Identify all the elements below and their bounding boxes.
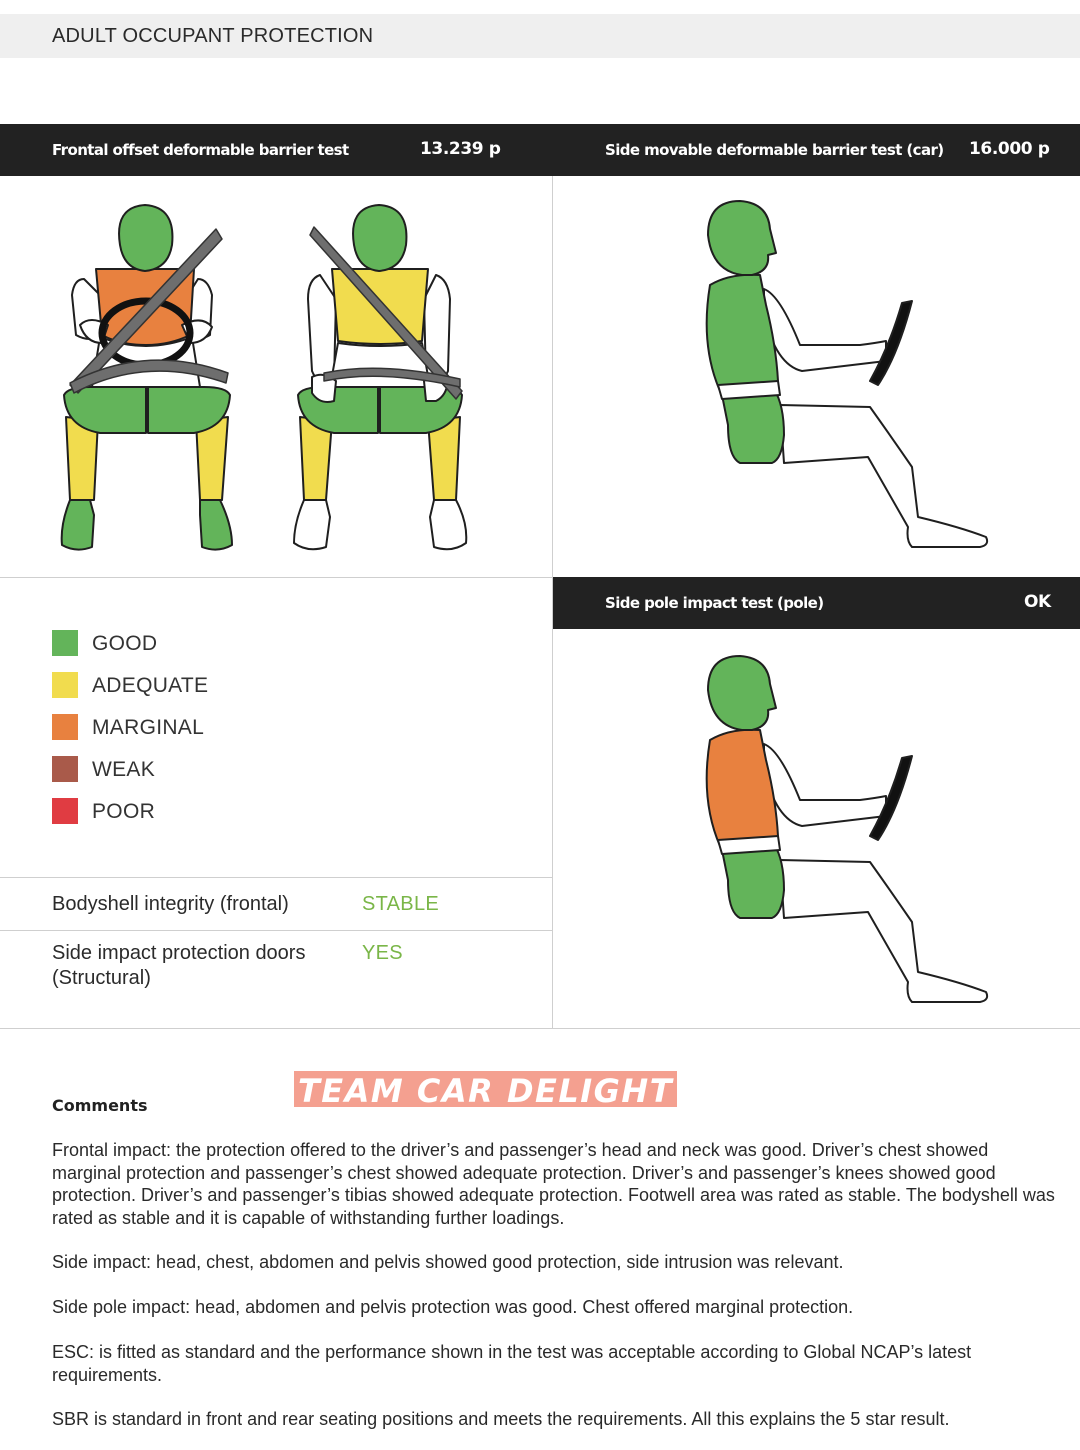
section-title: ADULT OCCUPANT PROTECTION — [52, 25, 374, 47]
passenger-head — [353, 205, 406, 271]
pole-head — [708, 656, 776, 730]
legend-swatch-adequate — [52, 672, 78, 698]
side-barrier-dummy — [690, 195, 1010, 560]
legend-label-weak: WEAK — [92, 758, 156, 781]
comment-esc: ESC: is fitted as standard and the performance shown in the test was acceptable according to Global NCAP’s latest requirements. — [52, 1342, 972, 1385]
driver-head — [119, 205, 172, 271]
frontal-test-label: Frontal offset deformable barrier test — [52, 141, 349, 159]
legend-swatch-good — [52, 630, 78, 656]
passenger-left-foot — [294, 500, 330, 549]
pole-test-header — [553, 577, 1080, 629]
pole-pelvis — [722, 844, 784, 918]
frontal-test-header — [0, 124, 553, 176]
side-test-label: Side movable deformable barrier test (car) — [605, 141, 944, 159]
driver-left-foot — [62, 500, 94, 550]
side-head — [708, 201, 776, 275]
driver-pelvis — [64, 387, 230, 433]
passenger-right-foot — [430, 500, 466, 549]
legend-swatch-marginal — [52, 714, 78, 740]
side-impact-doors-value: YES — [362, 942, 403, 964]
legend-swatch-poor — [52, 798, 78, 824]
bodyshell-integrity-label: Bodyshell integrity (frontal) — [52, 893, 289, 915]
side-test-score: 16.000 p — [969, 139, 1050, 159]
comment-frontal-impact: Frontal impact: the protection offered to the driver’s and passenger’s head and neck was good. Driver’s chest showed marginal protection and passenger’s chest showed adequate protection. Driver’s and passenger’s knees showed good protection. Driver’s and passenger’s tibias showed adequate protection. Footwell area was rated as stable. The bodyshell was rated as stable and it is capable of withstanding further loadings. — [52, 1140, 1055, 1228]
pole-test-label: Side pole impact test (pole) — [605, 594, 824, 612]
pole-test-result: OK — [1024, 592, 1051, 612]
legend-label-marginal: MARGINAL — [92, 716, 205, 739]
frontal-test-score: 13.239 p — [420, 139, 501, 159]
legend-label-good: GOOD — [92, 632, 158, 655]
bodyshell-integrity-value: STABLE — [362, 893, 440, 915]
comment-sbr: SBR is standard in front and rear seating positions and meets the requirements. All this explains the 5 star result. — [52, 1409, 950, 1429]
comment-side-pole-impact: Side pole impact: head, abdomen and pelvis protection was good. Chest offered marginal protection. — [52, 1297, 854, 1317]
grid-divider-legend — [0, 877, 553, 878]
pole-impact-dummy — [690, 650, 1010, 1015]
comment-side-impact: Side impact: head, chest, abdomen and pelvis showed good protection, side intrusion was relevant. — [52, 1252, 844, 1272]
frontal-passenger-dummy — [290, 195, 480, 560]
legend-label-poor: POOR — [92, 800, 156, 823]
frontal-driver-dummy — [50, 195, 250, 560]
watermark-text: TEAM CAR DELIGHT — [297, 1072, 674, 1110]
grid-divider-frontal — [0, 577, 553, 578]
legend-label-adequate: ADEQUATE — [92, 674, 209, 697]
grid-divider-bottom — [0, 1028, 1080, 1029]
comments-title: Comments — [52, 1096, 148, 1115]
grid-divider-vertical — [552, 176, 553, 1029]
team-car-delight-watermark — [294, 1071, 677, 1110]
side-pelvis — [722, 389, 784, 463]
legend-swatch-weak — [52, 756, 78, 782]
side-impact-doors-label: Side impact protection doors (Structural) — [52, 942, 306, 989]
side-test-header — [553, 124, 1080, 176]
grid-divider-property — [0, 930, 553, 931]
driver-right-foot — [200, 500, 232, 550]
